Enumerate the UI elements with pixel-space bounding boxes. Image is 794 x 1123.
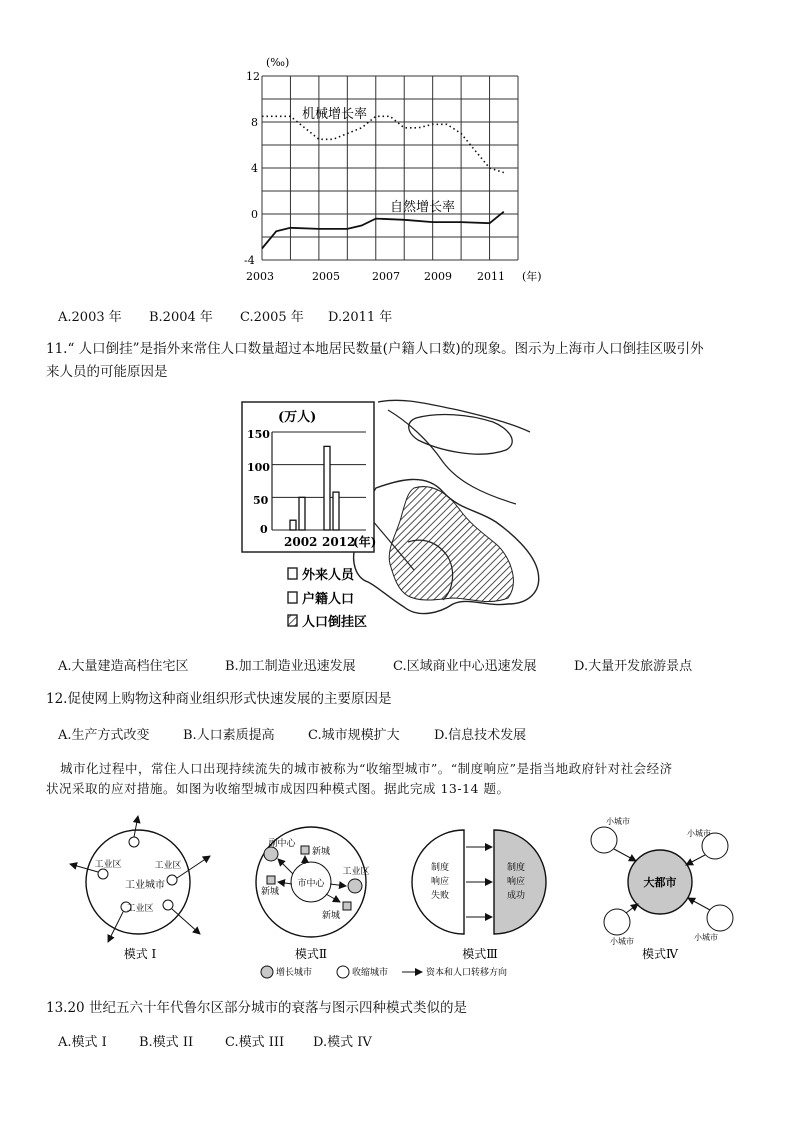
legend-migrants: 外来人员 bbox=[302, 568, 355, 583]
q13-option-a[interactable]: A.模式 I bbox=[58, 1035, 107, 1050]
mode3-title: 模式Ⅲ bbox=[462, 947, 498, 961]
q13-stem: 13.20 世纪五六十年代鲁尔区部分城市的衰落与图示四种模式类似的是 bbox=[46, 1000, 467, 1016]
y-tick-minus4: -4 bbox=[244, 254, 255, 267]
mode1-zone-label-3: 工业区 bbox=[126, 904, 154, 914]
legend-transfer: 资本和人口转移方向 bbox=[426, 968, 508, 978]
x-tick-2009: 2009 bbox=[424, 270, 452, 283]
y-tick-12: 12 bbox=[246, 70, 260, 83]
mode-2 bbox=[256, 827, 370, 961]
x-tick-2005: 2005 bbox=[312, 270, 340, 283]
q13-option-c[interactable]: C.模式 III bbox=[225, 1035, 285, 1050]
bar-x-tick-2002: 2002 bbox=[284, 535, 318, 549]
y-tick-0: 0 bbox=[251, 208, 258, 221]
mech-growth-line bbox=[262, 116, 504, 172]
chart-series bbox=[262, 116, 504, 248]
x-tick-2003: 2003 bbox=[246, 270, 274, 283]
bar-y-tick-100: 100 bbox=[247, 461, 270, 474]
y-tick-4: 4 bbox=[251, 162, 258, 175]
bar-2002-registered bbox=[299, 497, 305, 530]
y-axis-unit: (‰) bbox=[266, 56, 290, 69]
mode3-left-1: 制度 bbox=[430, 863, 450, 873]
q12-option-b[interactable]: B.人口素质提高 bbox=[183, 728, 275, 743]
legend-shrinking-city: 收缩城市 bbox=[352, 968, 389, 978]
legend-swatch-registered bbox=[288, 592, 297, 603]
intro-line1: 城市化过程中，常住人口出现持续流失的城市被称为“收缩型城市”。“制度响应”是指当地政府针对社会经济 bbox=[60, 761, 673, 776]
x-tick-2011: 2011 bbox=[477, 270, 505, 283]
mode1-industrial-zone-3 bbox=[167, 875, 177, 885]
legend-inversion: 人口倒挂区 bbox=[302, 615, 368, 630]
mode2-sub-center bbox=[264, 847, 278, 861]
river-outline bbox=[378, 400, 530, 432]
q10-option-d[interactable]: D.2011 年 bbox=[328, 310, 393, 325]
mode2-new-city-3 bbox=[343, 902, 351, 910]
q10-option-b[interactable]: B.2004 年 bbox=[149, 310, 213, 325]
mode4-small-label-2: 小城市 bbox=[687, 829, 711, 838]
q11-stem-line1: 11.“ 人口倒挂”是指外来常住人口数量超过本地居民数量(户籍人口数)的现象。图示为上海市人口倒挂区吸引外 bbox=[46, 341, 704, 357]
bar-2002-migrants bbox=[290, 520, 296, 530]
mode4-small-label-3: 小城市 bbox=[610, 937, 634, 946]
legend-registered: 户籍人口 bbox=[302, 592, 355, 607]
mode3-right-2: 响应 bbox=[506, 877, 526, 887]
mode-3 bbox=[412, 830, 546, 961]
q11-option-d[interactable]: D.大量开发旅游景点 bbox=[574, 659, 693, 674]
shanghai-map-figure bbox=[238, 392, 550, 642]
legend-swatch-inversion bbox=[288, 615, 297, 626]
y-tick-8: 8 bbox=[251, 116, 258, 129]
bar-2012-registered bbox=[333, 492, 339, 530]
mech-growth-label: 机械增长率 bbox=[302, 107, 368, 122]
mode2-industrial-label: 工业区 bbox=[342, 867, 370, 877]
legend-growing-city: 增长城市 bbox=[276, 968, 313, 978]
nat-growth-line bbox=[262, 212, 504, 249]
q10-option-c[interactable]: C.2005 年 bbox=[240, 310, 304, 325]
bar-2012-migrants bbox=[324, 446, 330, 530]
mode1-zone-label-1: 工业区 bbox=[94, 860, 122, 870]
mode2-industrial bbox=[348, 879, 362, 893]
mode1-industrial-zone-2 bbox=[98, 869, 108, 879]
mode4-small-city-1 bbox=[591, 827, 617, 853]
q11-stem-line2: 来人员的可能原因是 bbox=[46, 364, 168, 380]
mode3-right-3: 成功 bbox=[506, 891, 526, 901]
intro-line2: 状况采取的应对措施。如图为收缩型城市成因四种模式图。据此完成 13-14 题。 bbox=[46, 781, 510, 796]
shrinking-city-modes-diagram bbox=[60, 812, 750, 984]
mode4-small-label-1: 小城市 bbox=[606, 817, 630, 826]
mode2-new-city-1 bbox=[301, 846, 309, 854]
q12-stem: 12.促使网上购物这种商业组织形式快速发展的主要原因是 bbox=[46, 691, 392, 707]
q12-option-d[interactable]: D.信息技术发展 bbox=[434, 728, 527, 743]
mode1-title: 模式 I bbox=[123, 947, 157, 961]
legend-shrinking-city-icon bbox=[337, 966, 349, 978]
x-axis-unit: (年) bbox=[522, 270, 542, 283]
q12-option-c[interactable]: C.城市规模扩大 bbox=[308, 728, 400, 743]
mode4-title: 模式Ⅳ bbox=[642, 947, 678, 961]
mode4-small-city-4 bbox=[707, 905, 733, 931]
mode1-center-label: 工业城市 bbox=[125, 880, 165, 891]
mode4-center-label: 大都市 bbox=[643, 876, 677, 889]
mode-1 bbox=[70, 816, 210, 961]
growth-rate-chart bbox=[230, 48, 560, 298]
q12-option-a[interactable]: A.生产方式改变 bbox=[58, 728, 150, 743]
bar-chart-unit: (万人) bbox=[278, 410, 317, 425]
mode2-center-label: 市中心 bbox=[297, 879, 325, 889]
bar-x-unit: (年) bbox=[353, 535, 377, 549]
q11-option-b[interactable]: B.加工制造业迅速发展 bbox=[225, 659, 356, 674]
mode-4 bbox=[591, 816, 733, 961]
mode1-industrial-zone-5 bbox=[163, 900, 173, 910]
mode2-new-city-label-2: 新城 bbox=[260, 887, 280, 897]
nat-growth-label: 自然增长率 bbox=[390, 200, 456, 215]
legend-swatch-migrants bbox=[288, 568, 297, 579]
chart-grid bbox=[262, 76, 518, 260]
mode3-left-3: 失败 bbox=[430, 891, 450, 901]
bar-y-tick-150: 150 bbox=[247, 428, 270, 441]
legend-growing-city-icon bbox=[261, 966, 273, 978]
mode2-new-city-label-1: 新城 bbox=[311, 847, 331, 857]
mode2-sub-center-label: 副中心 bbox=[268, 839, 296, 849]
mode2-new-city-label-3: 新城 bbox=[321, 911, 341, 921]
bar-x-tick-2012: 2012 bbox=[322, 535, 356, 549]
mode4-small-label-4: 小城市 bbox=[694, 933, 718, 942]
bar-y-tick-0: 0 bbox=[260, 523, 268, 536]
mode1-zone-label-2: 工业区 bbox=[154, 861, 182, 871]
bar-y-tick-50: 50 bbox=[253, 494, 269, 507]
q10-option-a[interactable]: A.2003 年 bbox=[58, 310, 122, 325]
q11-option-c[interactable]: C.区域商业中心迅速发展 bbox=[393, 659, 537, 674]
mode3-left-2: 响应 bbox=[430, 877, 450, 887]
mode2-title: 模式Ⅱ bbox=[294, 947, 328, 961]
mode1-industrial-zone-1 bbox=[129, 837, 139, 847]
q13-option-b[interactable]: B.模式 II bbox=[139, 1035, 194, 1050]
x-tick-2007: 2007 bbox=[372, 270, 400, 283]
q11-option-a[interactable]: A.大量建造高档住宅区 bbox=[58, 659, 189, 674]
q13-option-d[interactable]: D.模式 IV bbox=[313, 1035, 372, 1050]
mode3-right-1: 制度 bbox=[506, 863, 526, 873]
mode2-new-city-2 bbox=[267, 876, 275, 884]
